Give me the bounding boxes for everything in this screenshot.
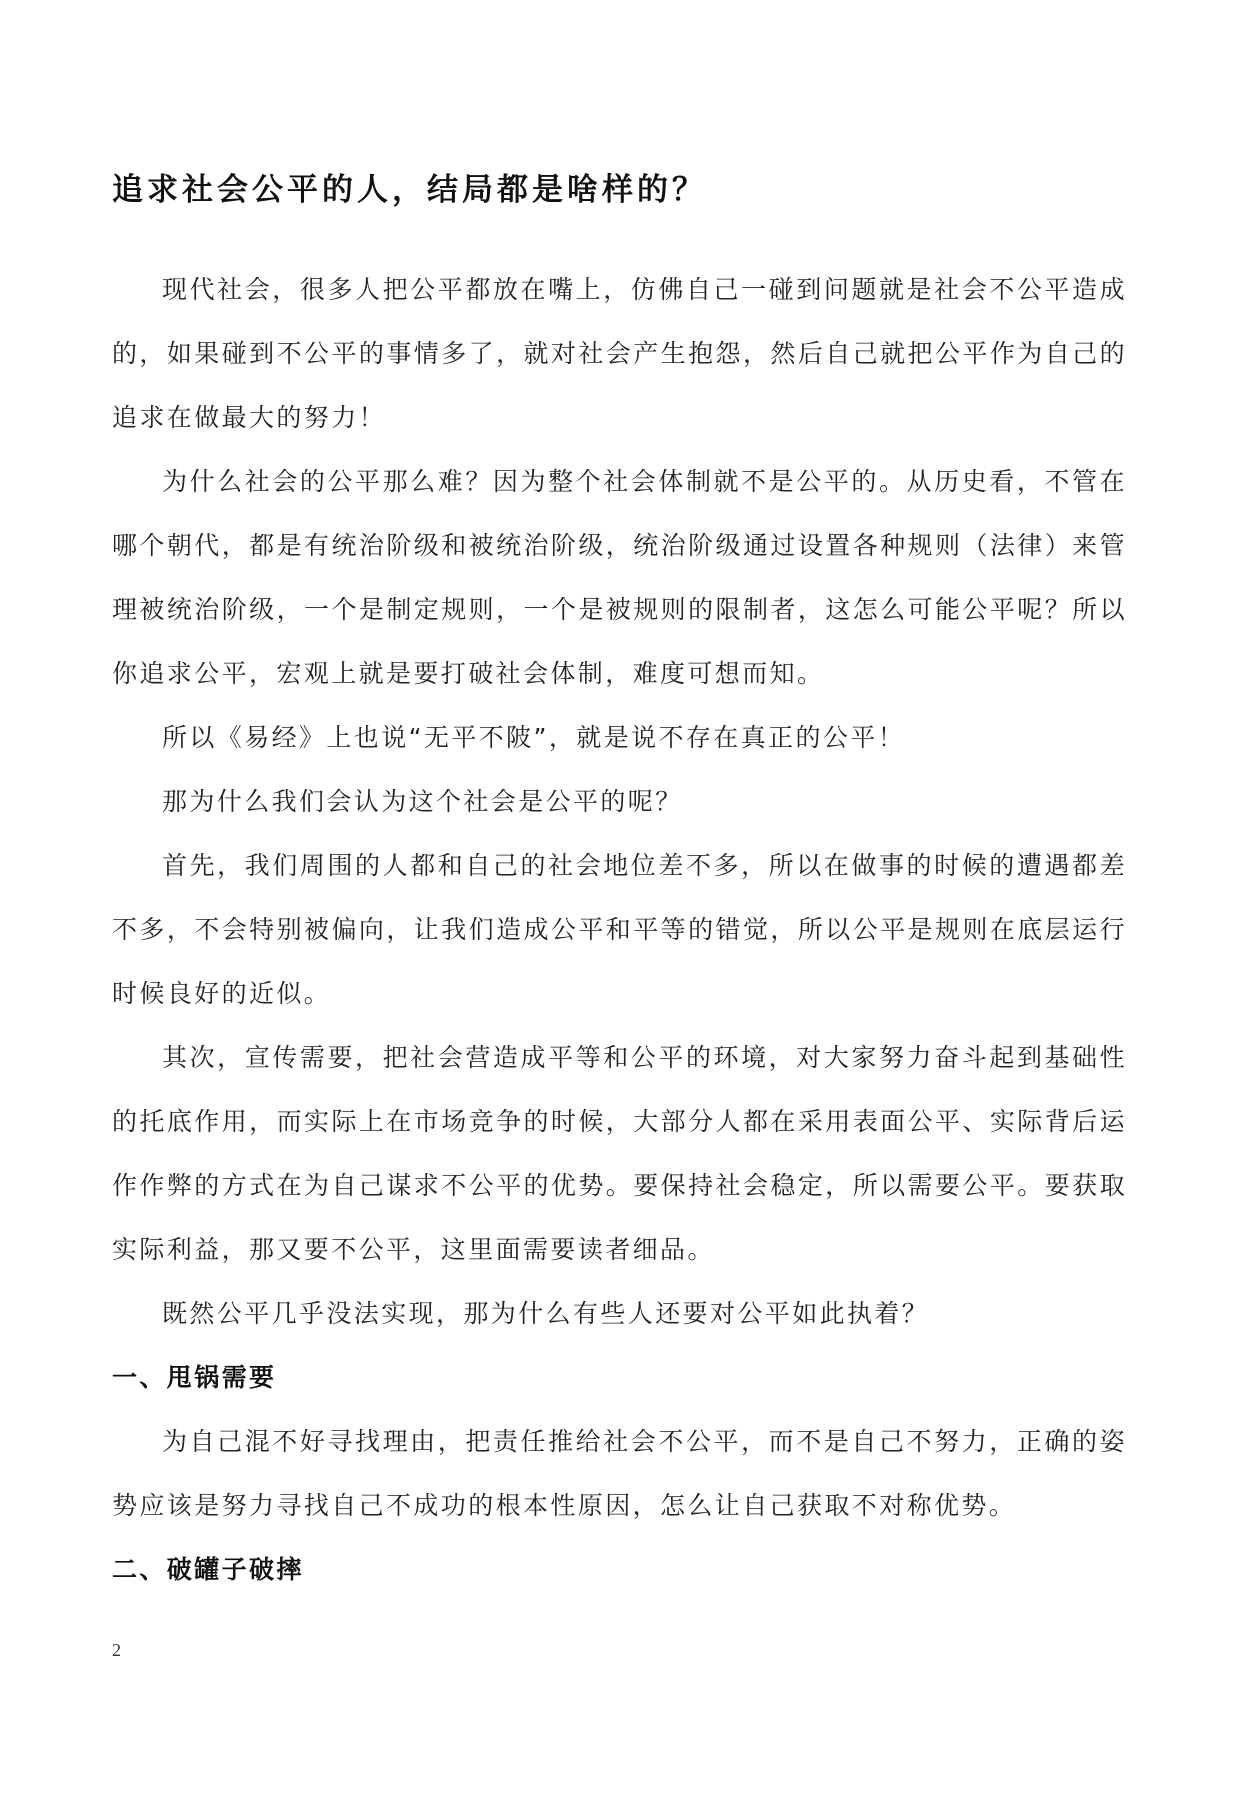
paragraph-question: 那为什么我们会认为这个社会是公平的呢？ (162, 787, 683, 816)
paragraph-first-reason: 首先，我们周围的人都和自己的社会地位差不多，所以在做事的时候的遭遇都差不多，不会特别被偏向，让我们造成公平和平等的错觉，所以公平是规则在底层运行时候良好的近似。 (112, 851, 1127, 1008)
body-text (112, 258, 1127, 1602)
section-heading-1: 一、甩锅需要 (112, 1363, 277, 1392)
page-number: 2 (112, 1640, 121, 1660)
paragraph-yijing: 所以《易经》上也说“无平不陂”，就是说不存在真正的公平！ (162, 723, 906, 752)
paragraph-second-reason: 其次，宣传需要，把社会营造成平等和公平的环境，对大家努力奋斗起到基础性的托底作用，而实际上在市场竞争的时候，大部分人都在采用表面公平、实际背后运作作弊的方式在为自己谋求不公平的优势。要保持社会稳定，所以需要公平。要获取实际利益，那又要不公平，这里面需要读者细品。 (112, 1043, 1127, 1264)
paragraph-why-hard: 为什么社会的公平那么难？因为整个社会体制就不是公平的。从历史看，不管在哪个朝代，都是有统治阶级和被统治阶级，统治阶级通过设置各种规则（法律）来管理被统治阶级，一个是制定规则，一个是被规则的限制者，这怎么可能公平呢？所以你追求公平，宏观上就是要打破社会体制，难度可想而知。 (112, 467, 1127, 688)
paragraph-section-1: 为自己混不好寻找理由，把责任推给社会不公平，而不是自己不努力，正确的姿势应该是努力寻找自己不成功的根本性原因，怎么让自己获取不对称优势。 (112, 1427, 1127, 1520)
paragraph-why-persist: 既然公平几乎没法实现，那为什么有些人还要对公平如此执着？ (162, 1299, 930, 1328)
section-heading-2: 二、破罐子破摔 (112, 1555, 304, 1584)
paragraph-intro: 现代社会，很多人把公平都放在嘴上，仿佛自己一碰到问题就是社会不公平造成的，如果碰到不公平的事情多了，就对社会产生抱怨，然后自己就把公平作为自己的追求在做最大的努力！ (112, 275, 1127, 432)
page-title: 追求社会公平的人，结局都是啥样的？ (112, 172, 707, 208)
